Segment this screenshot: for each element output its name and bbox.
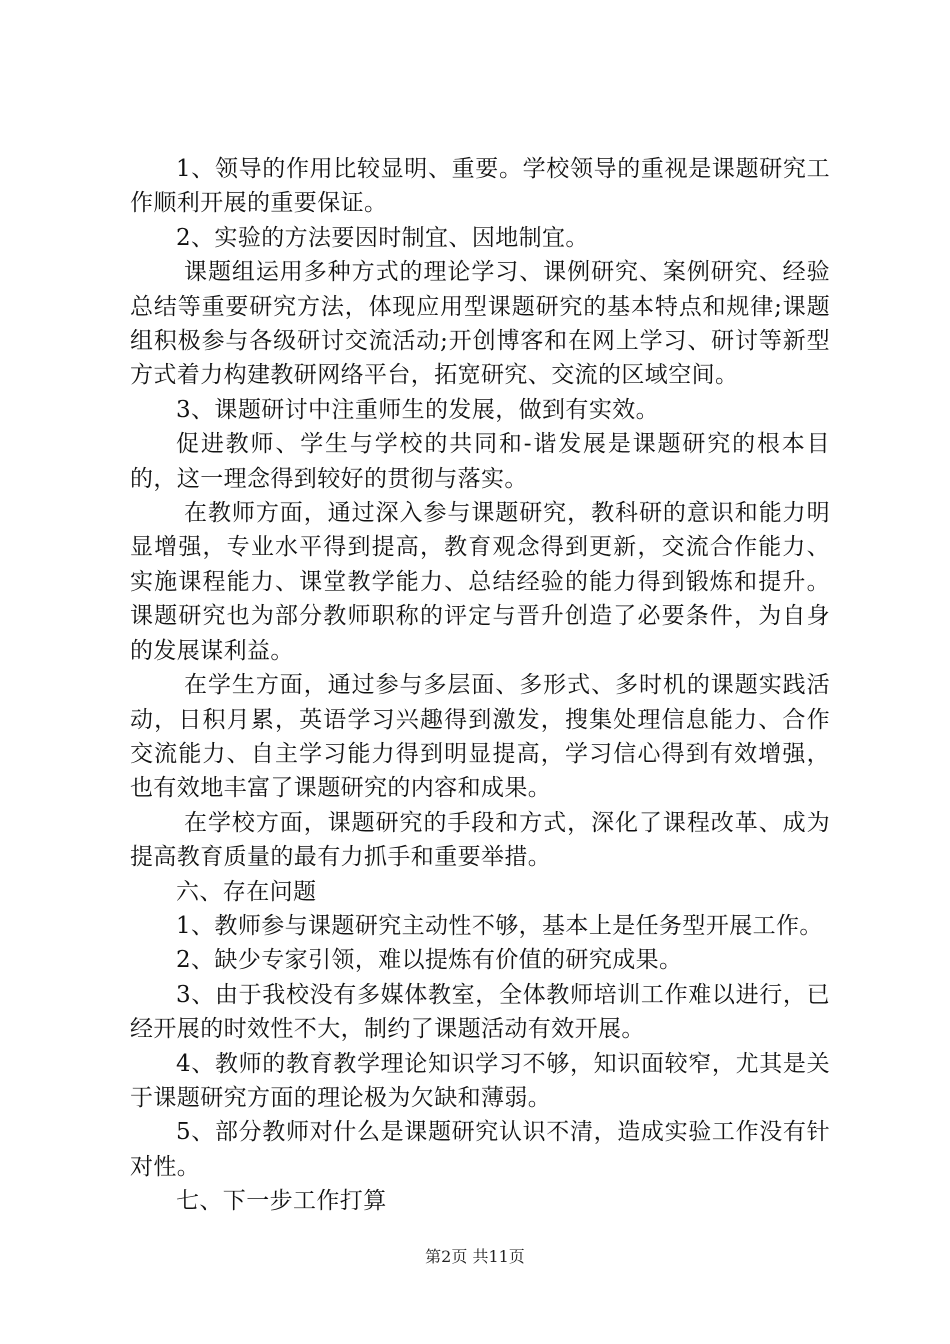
problem-item-5: 5、部分教师对什么是课题研究认识不清，造成实验工作没有针对性。 [130, 1119, 830, 1180]
paragraph-teachers: 在教师方面，通过深入参与课题研究，教科研的意识和能力明显增强，专业水平得到提高，教育观念得到更新，交流合作能力、实施课程能力、课堂教学能力、总结经验的能力得到锻炼和提升。课题研究也为部分教师职称的评定与晋升创造了必要条件，为自身的发展谋利益。 [130, 500, 830, 664]
problem-item-3: 3、由于我校没有多媒体教室，全体教师培训工作难以进行，已经开展的时效性不大，制约了课题活动有效开展。 [130, 981, 830, 1043]
section-heading-problems: 六、存在问题 [176, 878, 317, 905]
document-body [130, 152, 830, 1219]
page-number: 第2页 共11页 [425, 1247, 525, 1266]
paragraph-school: 在学校方面，课题研究的手段和方式，深化了课程改革、成为提高教育质量的最有力抓手和重要举措。 [130, 809, 830, 871]
paragraph-method: 2、实验的方法要因时制宜、因地制宜。 [176, 224, 589, 251]
paragraph-development: 3、课题研讨中注重师生的发展，做到有实效。 [176, 396, 660, 423]
paragraph-purpose: 促进教师、学生与学校的共同和-谐发展是课题研究的根本目的，这一理念得到较好的贯彻与落实。 [130, 431, 830, 492]
paragraph-research-methods: 课题组运用多种方式的理论学习、课例研究、案例研究、经验总结等重要研究方法，体现应用型课题研究的基本特点和规律;课题组积极参与各级研讨交流活动;开创博客和在网上学习、研讨等新型方式着力构建教研网络平台，拓宽研究、交流的区域空间。 [130, 259, 830, 389]
problem-item-2: 2、缺少专家引领，难以提炼有价值的研究成果。 [176, 947, 683, 974]
section-heading-next-steps: 七、下一步工作打算 [176, 1188, 387, 1215]
problem-item-4: 4、教师的教育教学理论知识学习不够，知识面较窄，尤其是关于课题研究方面的理论极为欠缺和薄弱。 [130, 1050, 830, 1111]
paragraph-students: 在学生方面，通过参与多层面、多形式、多时机的课题实践活动，日积月累，英语学习兴趣得到激发，搜集处理信息能力、合作交流能力、自主学习能力得到明显提高，学习信心得到有效增强，也有效地丰富了课题研究的内容和成果。 [130, 672, 830, 802]
problem-item-1: 1、教师参与课题研究主动性不够，基本上是任务型开展工作。 [176, 912, 823, 939]
paragraph-leadership: 1、领导的作用比较显明、重要。学校领导的重视是课题研究工作顺利开展的重要保证。 [130, 156, 830, 217]
